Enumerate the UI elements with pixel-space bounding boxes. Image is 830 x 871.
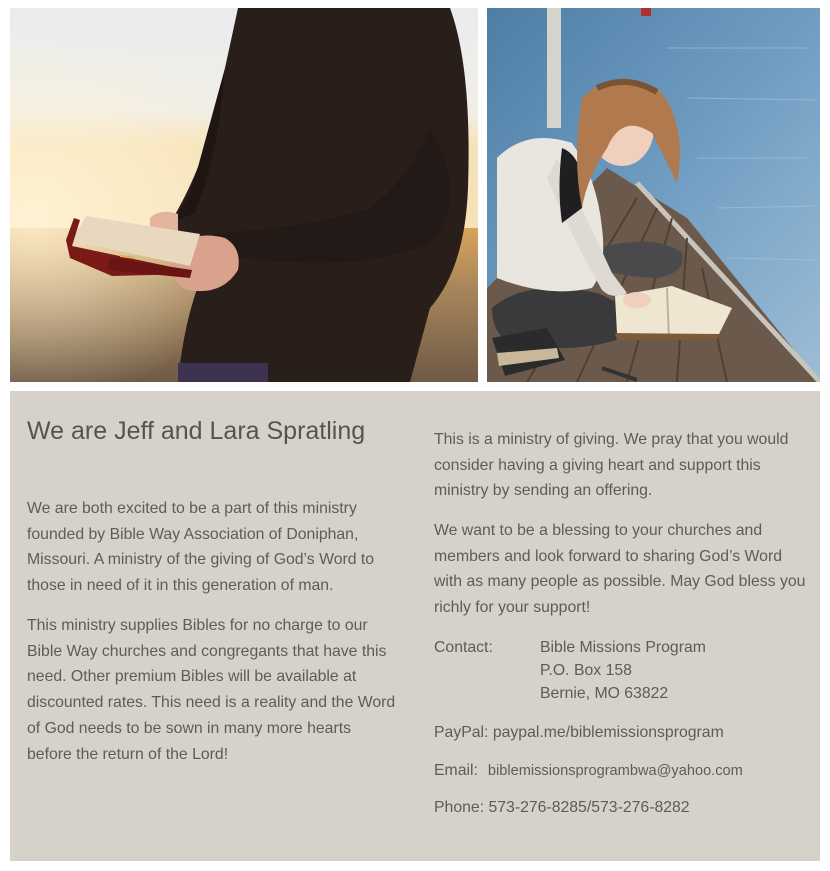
paypal-link[interactable]: PayPal: paypal.me/biblemissionsprogram: [434, 724, 724, 741]
contact-line-box: P.O. Box 158: [540, 662, 632, 679]
email-label: Email:: [434, 762, 478, 779]
ministry-paragraph: This ministry supplies Bibles for no charge to our Bible Way churches and congregants that have this need. Other premium Bibles will be available at discounted rates. This need is a reality and the Word of God needs to be sown in many more hearts before the return of the Lord!: [27, 617, 396, 763]
woman-reading-on-dock-photo: [487, 8, 820, 382]
content-panel: [10, 391, 820, 861]
contact-line-name: Bible Missions Program: [540, 639, 706, 656]
contact-address: [540, 636, 706, 705]
email-link[interactable]: biblemissionsprogrambwa@yahoo.com: [487, 763, 743, 779]
man-holding-bible-photo: [10, 8, 478, 382]
phone-line[interactable]: Phone: 573-276-8285/573-276-8282: [434, 799, 690, 816]
contact-line-city: Bernie, MO 63822: [540, 685, 669, 702]
giving-paragraph: This is a ministry of giving. We pray that you would consider having a giving heart and support this ministry by sending an offering.: [434, 431, 789, 500]
page-title: We are Jeff and Lara Spratling: [27, 417, 366, 445]
intro-paragraph: We are both excited to be a part of this ministry founded by Bible Way Association of Doniphan, Missouri. A ministry of the giving of God’s Word to those in need of it in this generation of man.: [27, 500, 375, 595]
email-line: [434, 762, 743, 780]
blessing-paragraph: We want to be a blessing to your churches and members and look forward to sharing God’s Word with as many people as possible. May God bless you richly for your support!: [434, 522, 806, 617]
contact-label: Contact:: [434, 639, 493, 656]
